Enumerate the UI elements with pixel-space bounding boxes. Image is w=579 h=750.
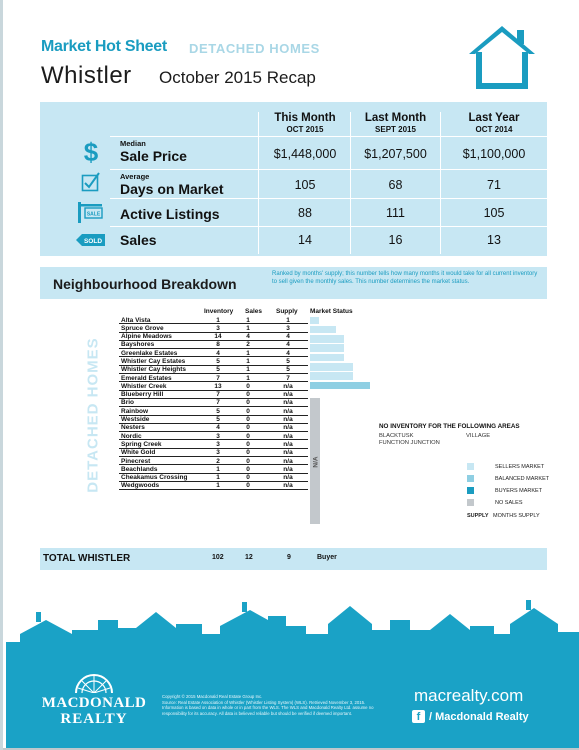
sales-value: 0: [246, 407, 250, 415]
inventory-value: 1: [216, 316, 220, 324]
neighbourhood-name: Spring Creek: [121, 440, 162, 448]
supply-bar: [310, 363, 353, 371]
for-sale-sign-icon: [76, 201, 104, 223]
metric-qualifier: Median: [120, 139, 146, 148]
legend-swatch-sellers: [467, 463, 474, 470]
neighbourhood-name: Westside: [121, 416, 150, 424]
table-row: [119, 465, 308, 473]
inventory-value: 5: [216, 357, 220, 365]
sales-value: 0: [246, 432, 250, 440]
table-row: [119, 440, 308, 448]
legend-months-supply: MONTHS SUPPLY: [493, 513, 540, 519]
inventory-value: 13: [214, 382, 222, 390]
legend-swatch-buyers: [467, 487, 474, 494]
neighbourhood-name: Cheakamus Crossing: [121, 474, 188, 482]
sales-last-month: 16: [388, 233, 403, 247]
inventory-value: 8: [216, 341, 220, 349]
column-title: Last Month: [364, 112, 427, 124]
neighbourhood-name: Pinecrest: [121, 457, 151, 465]
table-row: [119, 333, 308, 341]
metric-days-on-market: [120, 172, 223, 197]
city-name: Whistler: [41, 62, 132, 89]
sales-value: 1: [246, 324, 250, 332]
neighbourhood-name: Bayshores: [121, 341, 155, 349]
sales-value: 1: [246, 316, 250, 324]
footer: [6, 667, 579, 750]
inventory-value: 14: [214, 333, 222, 341]
supply-value: n/a: [283, 382, 293, 390]
sales-value: 0: [246, 449, 250, 457]
neighbourhood-name: Whistler Creek: [121, 382, 167, 390]
metric-label: Days on Market: [120, 181, 224, 197]
inventory-value: 5: [216, 407, 220, 415]
inventory-value: 7: [216, 399, 220, 407]
metric-active-listings: [120, 206, 220, 222]
neighbourhood-name: Alpine Meadows: [121, 333, 172, 341]
sales-value: 1: [246, 349, 250, 357]
neighbourhood-table: [119, 316, 308, 490]
legend-balanced: BALANCED MARKET: [495, 476, 550, 482]
sales-value: 0: [246, 382, 250, 390]
sales-value: 0: [246, 399, 250, 407]
sales-value: 0: [246, 391, 250, 399]
supply-value: 1: [286, 316, 290, 324]
supply-value: 5: [286, 357, 290, 365]
supply-bar: [310, 372, 353, 380]
inventory-value: 5: [216, 416, 220, 424]
supply-value: n/a: [283, 432, 293, 440]
table-row: [119, 407, 308, 415]
neighbourhood-description: Ranked by months' supply; this number tells how many months it would take for all current inventory to sell given the monthly sales. This number determines the market status.: [272, 271, 538, 285]
inventory-value: 3: [216, 324, 220, 332]
inventory-value: 3: [216, 440, 220, 448]
legend-buyers: BUYERS MARKET: [495, 488, 543, 494]
macdonald-realty-logo: [40, 671, 148, 731]
checkbox-icon: [81, 172, 101, 192]
listings-last-year: 105: [483, 206, 505, 220]
column-last-year: [441, 112, 547, 134]
table-row: [119, 316, 308, 324]
total-status: Buyer: [317, 554, 337, 561]
neighbourhood-name: Alta Vista: [121, 316, 151, 324]
svg-text:SOLD: SOLD: [83, 238, 103, 245]
column-subtitle: OCT 2014: [475, 125, 513, 134]
legend-sellers: SELLERS MARKET: [495, 464, 545, 470]
column-separator: [258, 112, 259, 254]
supply-bar: [310, 344, 344, 352]
inventory-value: 1: [216, 465, 220, 473]
no-inventory-area: VILLAGE: [466, 433, 491, 439]
row-divider: [110, 136, 547, 137]
row-divider: [110, 169, 547, 170]
neighbourhood-name: Greenlake Estates: [121, 349, 178, 357]
table-row: [119, 424, 308, 432]
supply-bar: [310, 382, 370, 390]
inventory-value: 7: [216, 391, 220, 399]
total-supply: 9: [287, 554, 291, 561]
dollar-icon: [82, 139, 100, 165]
listings-last-month: 111: [385, 206, 405, 220]
column-subtitle: SEPT 2015: [375, 125, 416, 134]
house-skyline-illustration: [6, 590, 579, 668]
header-sales: Sales: [245, 308, 262, 315]
neighbourhood-name: Rainbow: [121, 407, 149, 415]
table-row: [119, 382, 308, 390]
neighbourhood-name: Nordic: [121, 432, 142, 440]
days-this-month: 105: [294, 178, 316, 192]
website-link[interactable]: macrealty.com: [414, 686, 524, 705]
legend-no-sales: NO SALES: [495, 500, 523, 506]
sold-tag-icon: [76, 233, 106, 247]
total-sales: 12: [245, 554, 253, 561]
na-label: [312, 452, 320, 472]
sales-value: 0: [246, 424, 250, 432]
total-inventory: 102: [212, 554, 224, 561]
sales-value: 0: [246, 457, 250, 465]
column-title: This Month: [274, 112, 336, 124]
neighbourhood-title: Neighbourhood Breakdown: [53, 276, 237, 292]
supply-value: 7: [286, 374, 290, 382]
legend-swatch-no-sales: [467, 499, 474, 506]
sales-value: 1: [246, 374, 250, 382]
neighbourhood-name: Blueberry Hill: [121, 391, 164, 399]
inventory-value: 1: [216, 482, 220, 490]
days-last-month: 68: [388, 178, 403, 192]
sales-value: 4: [246, 333, 250, 341]
supply-value: n/a: [283, 465, 293, 473]
facebook-link[interactable]: / Macdonald Realty: [429, 711, 529, 723]
supply-value: n/a: [283, 424, 293, 432]
column-last-month: [351, 112, 440, 134]
neighbourhood-name: Whistler Cay Estates: [121, 357, 186, 365]
table-row: [119, 399, 308, 407]
inventory-value: 5: [216, 366, 220, 374]
table-row: [119, 449, 308, 457]
table-row: [119, 349, 308, 357]
supply-value: 3: [286, 324, 290, 332]
sales-value: 0: [246, 416, 250, 424]
sales-value: 1: [246, 357, 250, 365]
sales-last-year: 13: [487, 233, 501, 247]
inventory-value: 3: [216, 449, 220, 457]
supply-bar: [310, 326, 336, 334]
sale-price-last-month: $1,207,500: [364, 147, 427, 161]
metric-sales: [120, 232, 157, 248]
inventory-value: 4: [216, 424, 220, 432]
supply-value: 5: [286, 366, 290, 374]
house-icon: [465, 22, 539, 90]
column-title: Last Year: [468, 112, 520, 124]
legend-supply: SUPPLY: [467, 513, 489, 519]
supply-bar: [310, 335, 344, 343]
supply-bar: [310, 354, 344, 362]
market-status-bars: [310, 316, 370, 524]
sales-value: 0: [246, 440, 250, 448]
metric-label: Sale Price: [120, 148, 187, 164]
table-row: [119, 416, 308, 424]
column-subtitle: OCT 2015: [286, 125, 324, 134]
column-this-month: [260, 112, 350, 134]
neighbourhood-name: Brio: [121, 399, 134, 407]
supply-value: 4: [286, 333, 290, 341]
no-inventory-title: NO INVENTORY FOR THE FOLLOWING AREAS: [379, 423, 520, 430]
inventory-value: 1: [216, 474, 220, 482]
neighbourhood-name: Whistler Cay Heights: [121, 366, 187, 374]
table-row: [119, 366, 308, 374]
legend-swatch-balanced: [467, 475, 474, 482]
svg-text:SALE: SALE: [86, 211, 101, 218]
sales-this-month: 14: [298, 233, 312, 247]
inventory-value: 4: [216, 349, 220, 357]
supply-value: n/a: [283, 457, 293, 465]
neighbourhood-name: Beachlands: [121, 465, 158, 473]
disclaimer-text: Information is based on data in whole or in part from the WLS. The WLS and Macdonald Realty Ltd. assume no responsibility for its accuracy. All data is believed reliable but should be verified if deemed important.: [162, 705, 374, 716]
days-last-year: 71: [487, 178, 501, 192]
table-row: [119, 357, 308, 365]
supply-value: n/a: [283, 482, 293, 490]
metric-sale-price: [120, 139, 187, 164]
header-inventory: Inventory: [204, 308, 234, 315]
row-divider: [110, 226, 547, 227]
logo-line-1: MACDONALD: [41, 695, 147, 711]
table-row: [119, 432, 308, 440]
sales-value: 0: [246, 474, 250, 482]
supply-value: n/a: [283, 440, 293, 448]
neighbourhood-name: Wedgwoods: [121, 482, 160, 490]
table-row: [119, 482, 308, 490]
na-label-text: N/A: [312, 456, 320, 468]
supply-value: n/a: [283, 407, 293, 415]
supply-value: 4: [286, 349, 290, 357]
sales-value: 2: [246, 341, 250, 349]
inventory-value: 2: [216, 457, 220, 465]
neighbourhood-name: Nesters: [121, 424, 145, 432]
supply-bar: [310, 317, 319, 325]
metric-label: Active Listings: [120, 206, 220, 222]
source-text: Source: Real Estate Association of Whistler (Whistler Listing System) (WLS). Retrieved November 3, 2015.: [162, 699, 366, 705]
no-inventory-area: FUNCTION JUNCTION: [379, 440, 440, 446]
table-row: [119, 474, 308, 482]
sunburst-logo-icon: [74, 671, 114, 693]
summary-table: [40, 102, 547, 256]
copyright-text: Copyright © 2015 Macdonald Real Estate Group Inc.: [162, 694, 263, 699]
supply-value: n/a: [283, 416, 293, 424]
table-row: [119, 457, 308, 465]
neighbourhood-name: White Gold: [121, 449, 156, 457]
sale-price-last-year: $1,100,000: [462, 147, 526, 161]
table-row: [119, 341, 308, 349]
facebook-icon[interactable]: f: [412, 710, 425, 723]
svg-text:$: $: [83, 139, 99, 165]
neighbourhood-name: Spruce Grove: [121, 324, 164, 332]
supply-value: n/a: [283, 474, 293, 482]
listings-this-month: 88: [298, 206, 312, 220]
vertical-label-text: DETACHED HOMES: [84, 337, 102, 493]
sales-value: 0: [246, 482, 250, 490]
metric-label: Sales: [120, 232, 157, 248]
metric-qualifier: Average: [120, 172, 150, 181]
sales-value: 0: [246, 465, 250, 473]
table-row: [119, 374, 308, 382]
page-subtitle: DETACHED HOMES: [189, 41, 320, 56]
supply-value: n/a: [283, 449, 293, 457]
supply-value: 4: [286, 341, 290, 349]
inventory-value: 7: [216, 374, 220, 382]
supply-value: n/a: [283, 399, 293, 407]
page-title: Market Hot Sheet: [41, 38, 167, 55]
recap-period: October 2015 Recap: [159, 68, 316, 87]
detached-homes-vertical-label: [81, 330, 105, 500]
row-divider: [110, 198, 547, 199]
neighbourhood-banner: [40, 267, 547, 299]
inventory-value: 3: [216, 432, 220, 440]
sale-price-this-month: $1,448,000: [273, 147, 337, 161]
neighbourhood-name: Emerald Estates: [121, 374, 172, 382]
table-row: [119, 324, 308, 332]
no-inventory-area: BLACKTUSK: [379, 433, 414, 439]
supply-value: n/a: [283, 391, 293, 399]
total-row: [40, 548, 547, 570]
copyright-block: [162, 694, 377, 716]
total-label: TOTAL WHISTLER: [43, 553, 131, 564]
table-row: [119, 391, 308, 399]
header-supply: Supply: [276, 308, 298, 315]
sales-value: 1: [246, 366, 250, 374]
header-market-status: Market Status: [310, 308, 353, 315]
logo-line-2: REALTY: [60, 711, 128, 727]
